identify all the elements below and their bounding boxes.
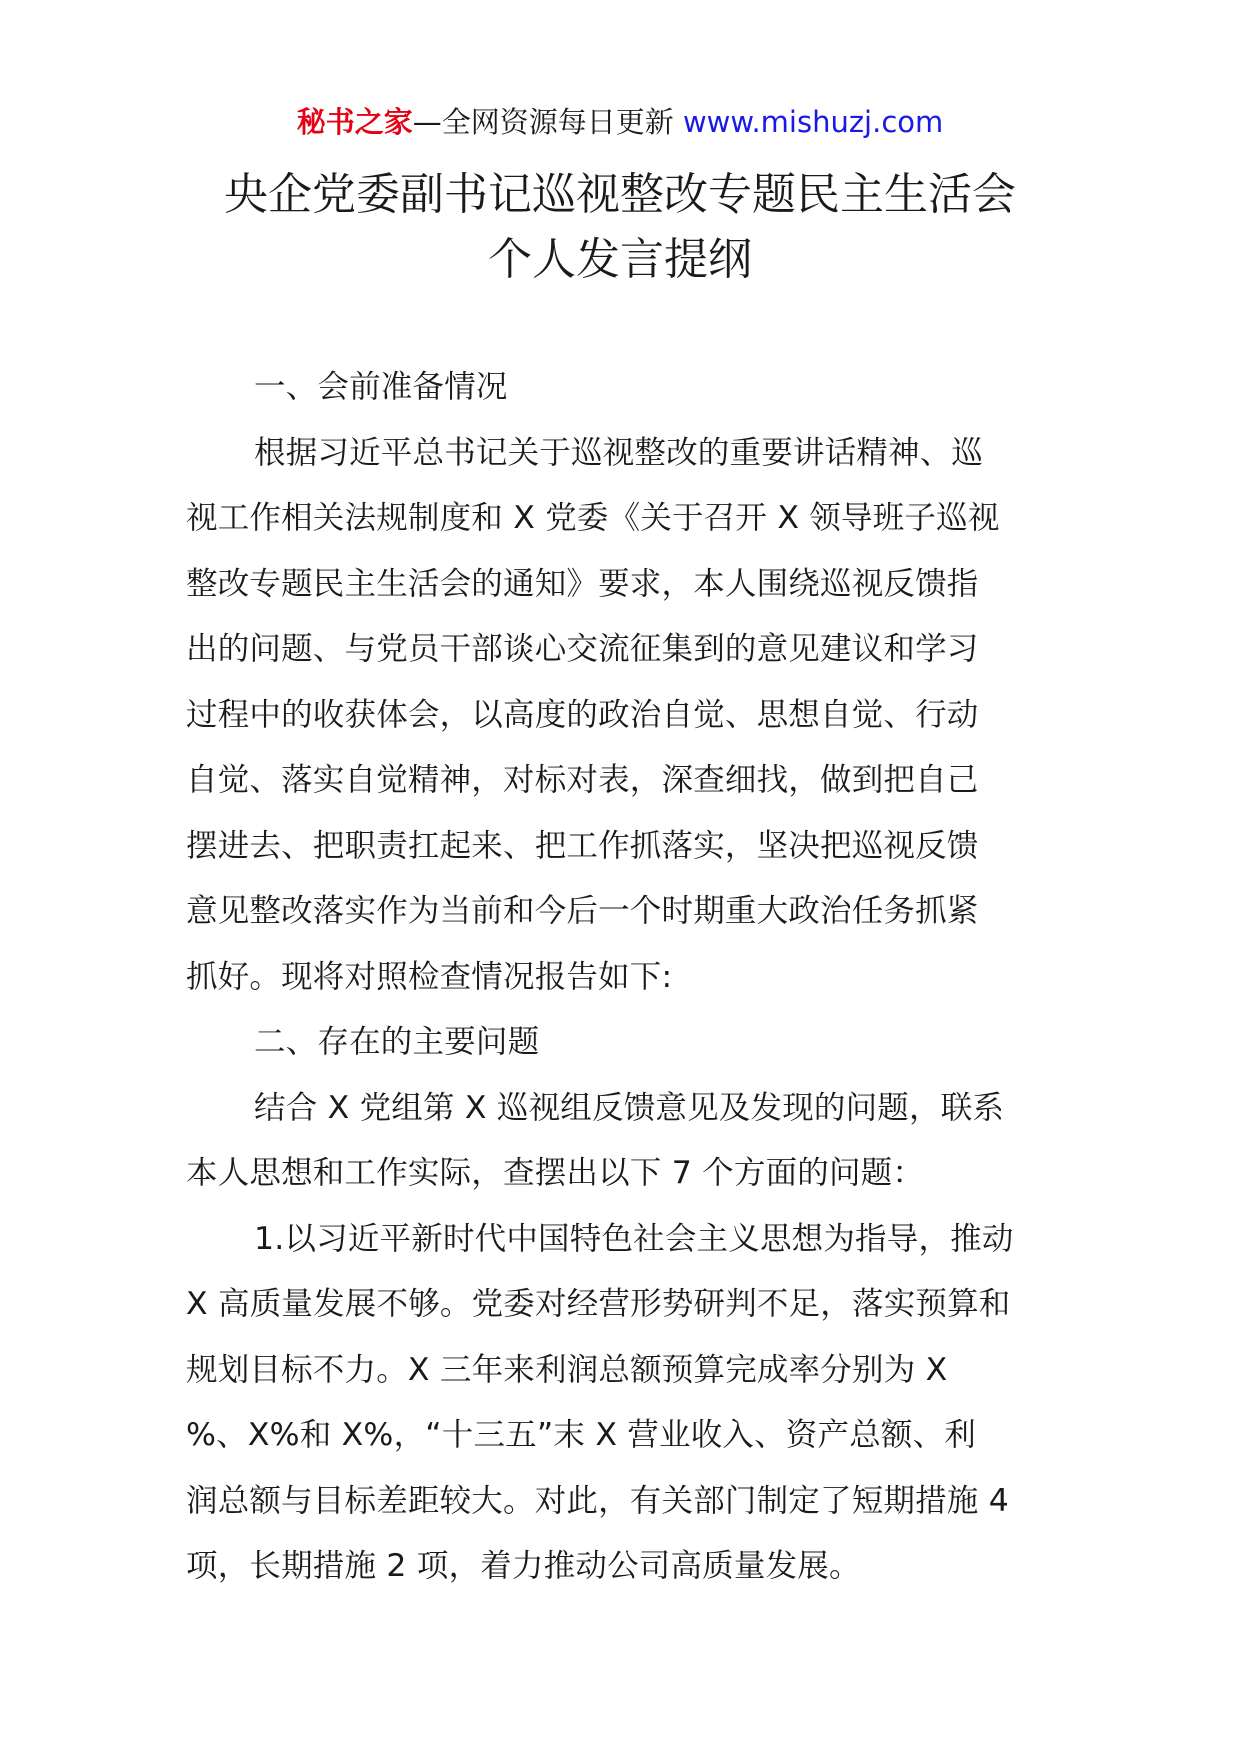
paragraph-line: 润总额与目标差距较大。对此，有关部门制定了短期措施 4 xyxy=(186,1482,1009,1519)
paragraph-line: 整改专题民主生活会的通知》要求，本人围绕巡视反馈指 xyxy=(186,565,979,602)
header-url[interactable]: www.mishuzj.com xyxy=(682,105,944,139)
paragraph-line: 根据习近平总书记关于巡视整改的重要讲话精神、巡 xyxy=(254,434,984,471)
header-tagline: —全网资源每日更新 xyxy=(412,105,674,139)
paragraph-line: 结合 X 党组第 X 巡视组反馈意见及发现的问题，联系 xyxy=(254,1089,1005,1126)
document-title-line-1: 央企党委副书记巡视整改专题民主生活会 xyxy=(224,169,1016,220)
paragraph-line: 自觉、落实自觉精神，对标对表，深查细找，做到把自己 xyxy=(186,762,979,798)
watermark-header xyxy=(0,102,1240,142)
paragraph-line: 1.以习近平新时代中国特色社会主义思想为指导，推动 xyxy=(254,1220,1014,1257)
paragraph-line: 过程中的收获体会，以高度的政治自觉、思想自觉、行动 xyxy=(186,696,979,733)
paragraph-line: %、X%和 X%，“十三五”末 X 营业收入、资产总额、利 xyxy=(186,1417,977,1453)
paragraph-line: X 高质量发展不够。党委对经营形势研判不足，落实预算和 xyxy=(186,1286,1011,1322)
document-body xyxy=(186,355,1056,1600)
section-heading: 一、会前准备情况 xyxy=(254,369,508,405)
paragraph-line: 摆进去、把职责扛起来、把工作抓落实，坚决把巡视反馈 xyxy=(186,827,979,864)
paragraph-line: 意见整改落实作为当前和今后一个时期重大政治任务抓紧 xyxy=(186,893,979,929)
header-brand: 秘书之家 xyxy=(296,105,413,139)
paragraph-line: 规划目标不力。X 三年来利润总额预算完成率分别为 X xyxy=(186,1351,948,1388)
paragraph-line: 抓好。现将对照检查情况报告如下: xyxy=(186,958,673,995)
paragraph-line: 本人思想和工作实际，查摆出以下 7 个方面的问题： xyxy=(186,1155,925,1191)
paragraph-line: 视工作相关法规制度和 X 党委《关于召开 X 领导班子巡视 xyxy=(186,500,1000,536)
section-heading: 二、存在的主要问题 xyxy=(254,1024,540,1060)
paragraph-line: 出的问题、与党员干部谈心交流征集到的意见建议和学习 xyxy=(186,631,979,667)
document-title-line-2: 个人发言提纲 xyxy=(488,234,752,285)
paragraph-line: 项，长期措施 2 项，着力推动公司高质量发展。 xyxy=(186,1548,861,1584)
